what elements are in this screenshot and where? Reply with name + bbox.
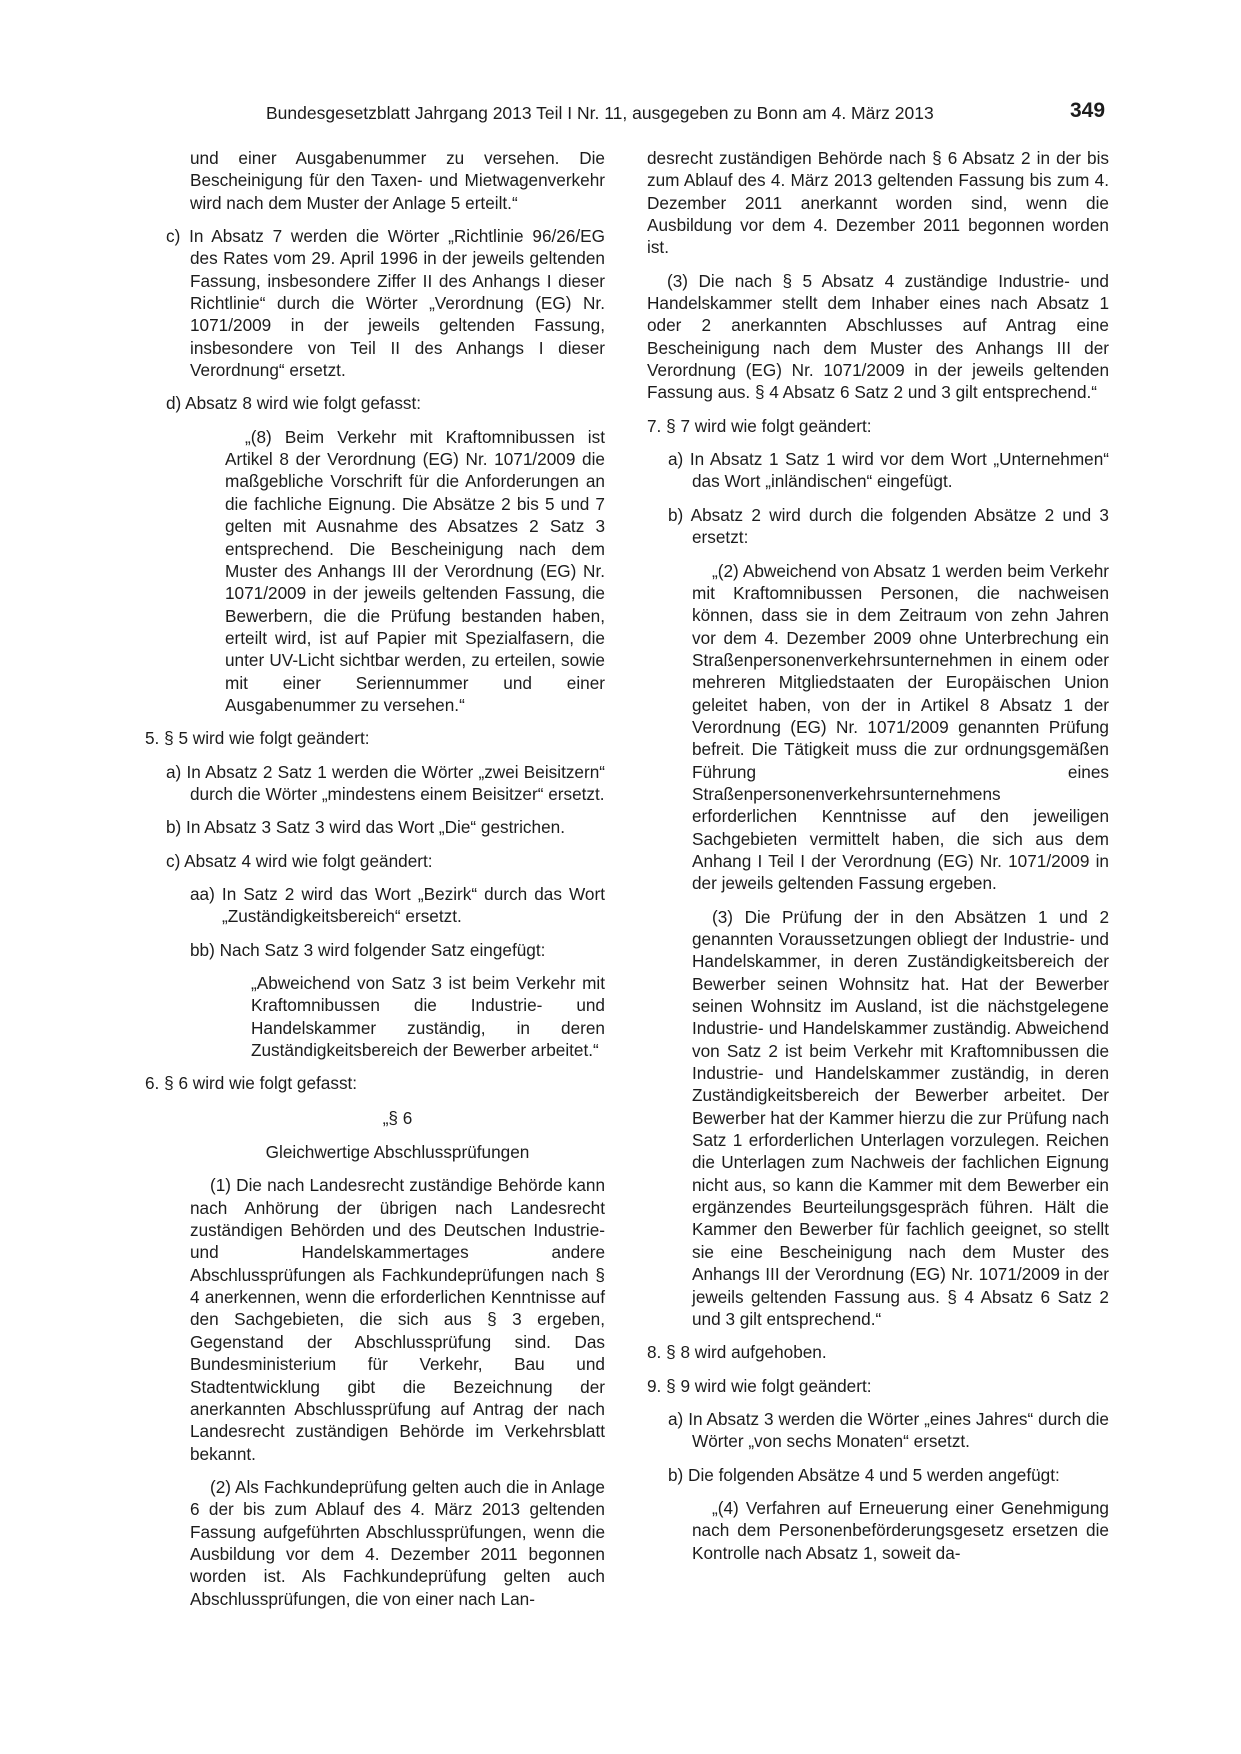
sublist-item-aa: aa) In Satz 2 wird das Wort „Bezirk“ durch das Wort „Zuständigkeitsbereich“ ersetzt. [190, 883, 605, 927]
list-item-a: a) In Absatz 2 Satz 1 werden die Wörter „zwei Beisitzern“ durch die Wörter „mindestens einem Beisitzer“ ersetzt. [166, 761, 605, 804]
paragraph-1: (1) Die nach Landesrecht zuständige Behörde kann nach Anhörung der übrigen nach Landesrecht zuständigen Behörden und des Deutschen Industrie- und Handelskammertages andere Abschlussprüfungen als Fachkundeprüfungen nach § 4 anerkennen, wenn die erforderlichen Kenntnisse auf den Sachgebieten, die sich aus § 3 ergeben, Gegenstand der Abschlussprüfung sind. Das Bundesministerium für Verkehr, Bau und Stadtentwicklung gibt die Bezeichnung der anerkannten Abschlussprüfung auf Antrag der nach Landesrecht zuständigen Behörde im Verkehrsblatt bekannt. [190, 1175, 605, 1464]
list-item-a: a) In Absatz 3 werden die Wörter „eines Jahres“ durch die Wörter „von sechs Monaten“ ersetzt. [668, 1408, 1109, 1452]
quoted-paragraph-4: „(4) Verfahren auf Erneuerung einer Genehmigung nach dem Personenbeförderungsgesetz ersetzen die Kontrolle nach Absatz 1, soweit da- [692, 1497, 1109, 1563]
list-item-8: 8. § 8 wird aufgehoben. [647, 1342, 827, 1363]
paragraph-3: (3) Die nach § 5 Absatz 4 zuständige Industrie- und Handelskammer stellt dem Inhaber eines nach Absatz 1 oder 2 anerkannten Abschlusses auf Antrag eine Bescheinigung nach dem Muster des Anhangs III der Verordnung (EG) Nr. 1071/2009 in der jeweils geltenden Fassung aus. § 4 Absatz 6 Satz 2 und 3 gilt entsprechend.“ [647, 270, 1109, 403]
quoted-paragraph-2: „(2) Abweichend von Absatz 1 werden beim Verkehr mit Kraftomnibussen Personen, die nachweisen können, dass sie in dem Zeitraum von zehn Jahren vor dem 4. Dezember 2009 ohne Unterbrechung ein Straßenpersonenverkehrsunternehmen in einem oder mehreren Mitgliedstaaten der Europäischen Union geleitet haben, von der in Artikel 8 Absatz 1 der Verordnung (EG) Nr. 1071/2009 genannten Prüfung befreit. Die Tätigkeit muss die zur ordnungsgemäßen Führung eines Straßenpersonenverkehrsunternehmens erforderlichen Kenntnisse auf den jeweiligen Sachgebieten vermittelt haben, die sich aus dem Anhang I Teil I der Verordnung (EG) Nr. 1071/2009 in der jeweils geltenden Fassung ergeben. [692, 560, 1109, 894]
list-item-5: 5. § 5 wird wie folgt geändert: [145, 728, 370, 749]
list-item-7: 7. § 7 wird wie folgt geändert: [647, 415, 872, 436]
list-item-9: 9. § 9 wird wie folgt geändert: [647, 1375, 872, 1396]
page-number: 349 [1070, 99, 1106, 122]
list-item-c: c) Absatz 4 wird wie folgt geändert: [166, 850, 433, 871]
paragraph-continued: desrecht zuständigen Behörde nach § 6 Absatz 2 in der bis zum Ablauf des 4. März 2013 geltenden Fassung bis zum 4. Dezember 2011 anerkannt worden sind, wenn die Ausbildung vor dem 4. Dezember 2011 begonnen worden ist. [647, 148, 1109, 258]
sublist-item-bb: bb) Nach Satz 3 wird folgender Satz eingefügt: [190, 939, 546, 960]
right-column [647, 147, 1109, 1564]
list-item-b: b) Die folgenden Absätze 4 und 5 werden angefügt: [668, 1464, 1060, 1485]
section-number: „§ 6 [382, 1107, 413, 1128]
quoted-paragraph-3: (3) Die Prüfung der in den Absätzen 1 und 2 genannten Voraussetzungen obliegt der Industrie- und Handelskammer, in deren Zuständigkeitsbereich der Bewerber seinen Wohnsitz hat. Hat der Bewerber seinen Wohnsitz im Ausland, ist die nächstgelegene Industrie- und Handelskammer zuständig. Abweichend von Satz 2 ist beim Verkehr mit Kraftomnibussen die Industrie- und Handelskammer zuständig, in deren Zuständigkeitsbereich der Bewerber arbeitet. Der Bewerber hat der Kammer hierzu die zur Prüfung nach Satz 1 erforderlichen Unterlagen vorzulegen. Reichen die Unterlagen zum Nachweis der fachlichen Eignung nicht aus, so kann die Kammer mit dem Bewerber ein ergänzendes Beurteilungsgespräch führen. Hält die Kammer den Bewerber für fachlich geeignet, so stellt sie eine Bescheinigung nach dem Muster des Anhangs III der Verordnung (EG) Nr. 1071/2009 in der jeweils geltenden Fassung aus. § 4 Absatz 6 Satz 2 und 3 gilt entsprechend.“ [692, 906, 1109, 1329]
list-item-6: 6. § 6 wird wie folgt gefasst: [145, 1073, 358, 1094]
list-item-a: a) In Absatz 1 Satz 1 wird vor dem Wort „Unternehmen“ das Wort „inländischen“ eingefügt. [668, 449, 1109, 492]
paragraph: und einer Ausgabenummer zu versehen. Die Bescheinigung für den Taxen- und Mietwagenverkehr wird nach dem Muster der Anlage 5 erteilt.“ [190, 148, 605, 213]
quoted-paragraph: „(8) Beim Verkehr mit Kraftomnibussen ist Artikel 8 der Verordnung (EG) Nr. 1071/2009 die maßgebliche Vorschrift für die Anforderungen an die fachliche Eignung. Die Absätze 2 bis 5 und 7 gelten mit Ausnahme des Absatzes 2 Satz 3 entsprechend. Die Bescheinigung nach dem Muster des Anhangs III der Verordnung (EG) Nr. 1071/2009 in der jeweils geltenden Fassung, die Bewerbern, die die Prüfung bestanden haben, erteilt wird, ist auf Papier mit Spezialfasern, die unter UV-Licht sichtbar werden, zu erteilen, sowie mit einer Seriennummer und einer Ausgabenummer zu versehen.“ [225, 426, 605, 715]
section-title: Gleichwertige Abschlussprüfungen [265, 1142, 530, 1163]
quoted-sentence: „Abweichend von Satz 3 ist beim Verkehr mit Kraftomnibussen die Industrie- und Handelskammer zuständig, in deren Zuständigkeitsbereich der Bewerber arbeitet.“ [251, 973, 605, 1061]
list-item-b: b) In Absatz 3 Satz 3 wird das Wort „Die“ gestrichen. [166, 817, 565, 838]
list-item-c: c) In Absatz 7 werden die Wörter „Richtlinie 96/26/EG des Rates vom 29. April 1996 in der jeweils geltenden Fassung, insbesondere Ziffer II des Anhangs I dieser Richtlinie“ durch die Wörter „Verordnung (EG) Nr. 1071/2009 in der jeweils geltenden Fassung, insbesondere von Teil II des Anhangs I dieser Verordnung“ ersetzt. [166, 226, 605, 381]
running-header: Bundesgesetzblatt Jahrgang 2013 Teil I Nr. 11, ausgegeben zu Bonn am 4. März 2013 [266, 103, 934, 123]
paragraph-2: (2) Als Fachkundeprüfung gelten auch die in Anlage 6 der bis zum Ablauf des 4. März 2013 geltenden Fassung aufgeführten Abschlussprüfungen, wenn die Ausbildung vor dem 4. Dezember 2011 begonnen worden ist. Als Fachkundeprüfung gelten auch Abschlussprüfungen, die von einer nach Lan- [190, 1476, 605, 1609]
list-item-d: d) Absatz 8 wird wie folgt gefasst: [166, 393, 422, 414]
left-column [145, 147, 605, 1610]
list-item-b: b) Absatz 2 wird durch die folgenden Absätze 2 und 3 ersetzt: [668, 504, 1109, 548]
